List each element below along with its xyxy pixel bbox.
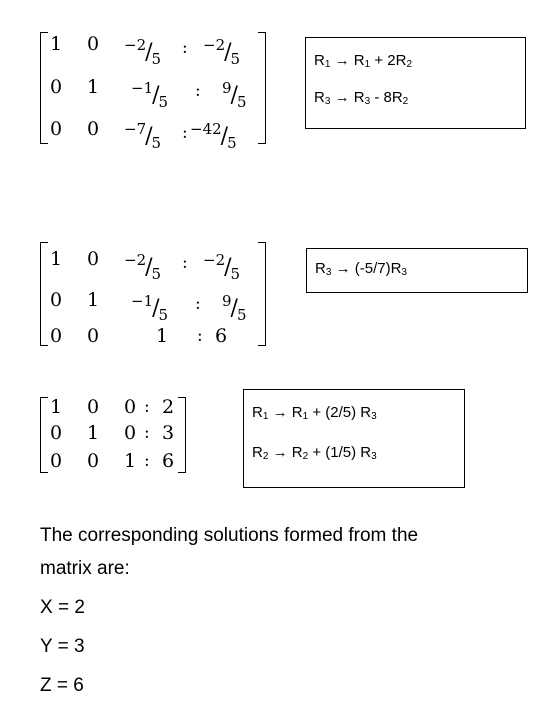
solution-x: X = 2 [40,597,85,618]
matrix-cell: 1 [156,325,169,347]
matrix-cell: 1 [50,396,63,418]
solution-y: Y = 3 [40,636,85,657]
separator: : [144,397,150,417]
fraction-cell: $^{-1}/_5$ [131,79,169,111]
fraction-cell: $^{-2}/_5$ [124,36,162,68]
separator: : [144,451,150,471]
row-operation: $R_1 \to R_1 + 2R_2$ [314,52,412,70]
matrix-cell: 6 [215,325,228,347]
separator: : [195,294,201,314]
matrix-cell: 0 [50,118,63,140]
row-operation: $R_3 \to R_3 - 8R_2$ [314,89,409,107]
separator: : [182,253,188,273]
matrix-cell: 0 [50,450,63,472]
matrix-cell: 1 [50,248,63,270]
matrix-cell: 0 [87,325,100,347]
left-bracket [40,242,48,346]
matrix-cell: 1 [87,422,100,444]
matrix-cell: 1 [87,289,100,311]
matrix-cell: 1 [87,76,100,98]
matrix-cell: 0 [87,248,100,270]
matrix-cell: 0 [87,450,100,472]
solution-z: Z = 6 [40,675,84,696]
matrix-cell: 3 [162,422,175,444]
right-bracket [178,397,186,473]
separator: : [182,38,188,58]
matrix-cell: 6 [162,450,175,472]
left-bracket [40,32,48,144]
right-bracket [258,242,266,346]
separator: : [182,123,188,143]
matrix-cell: 2 [162,396,175,418]
matrix-cell: 0 [50,76,63,98]
fraction-cell: $^9/_5$ [222,292,247,324]
separator: : [197,326,203,346]
fraction-cell: $^{-2}/_5$ [203,251,241,283]
matrix-cell: 0 [50,289,63,311]
conclusion-line-1: The corresponding solutions formed from the [40,525,419,546]
fraction-cell: $^{-1}/_5$ [131,292,169,324]
matrix-cell: 1 [124,450,137,472]
matrix-cell: 0 [124,422,137,444]
conclusion-line-2: matrix are: [40,558,130,579]
fraction-cell: $^{-7}/_5$ [124,120,162,152]
fraction-cell: $^9/_5$ [222,79,247,111]
matrix-cell: 1 [50,33,63,55]
row-operations-box-1 [305,37,526,129]
row-operation: $R_1 \to R_1 + (2/5)$ $R_3$ [252,404,377,422]
row-operations-box-2 [306,248,528,293]
right-bracket [258,32,266,144]
separator: : [195,81,201,101]
matrix-cell: 0 [87,118,100,140]
matrix-cell: 0 [50,422,63,444]
matrix-cell: 0 [87,396,100,418]
row-operation: $R_2 \to R_2 + (1/5)$ $R_3$ [252,444,377,462]
row-operation: $R_3 \to (-5/7)R_3$ [315,260,407,278]
matrix-cell: 0 [50,325,63,347]
fraction-cell: $^{-2}/_5$ [203,36,241,68]
separator: : [144,423,150,443]
left-bracket [40,397,48,473]
matrix-cell: 0 [87,33,100,55]
fraction-cell: $^{-2}/_5$ [124,251,162,283]
matrix-cell: 0 [124,396,137,418]
row-operations-box-3 [243,389,465,488]
fraction-cell: $^{-42}/_5$ [190,120,237,152]
